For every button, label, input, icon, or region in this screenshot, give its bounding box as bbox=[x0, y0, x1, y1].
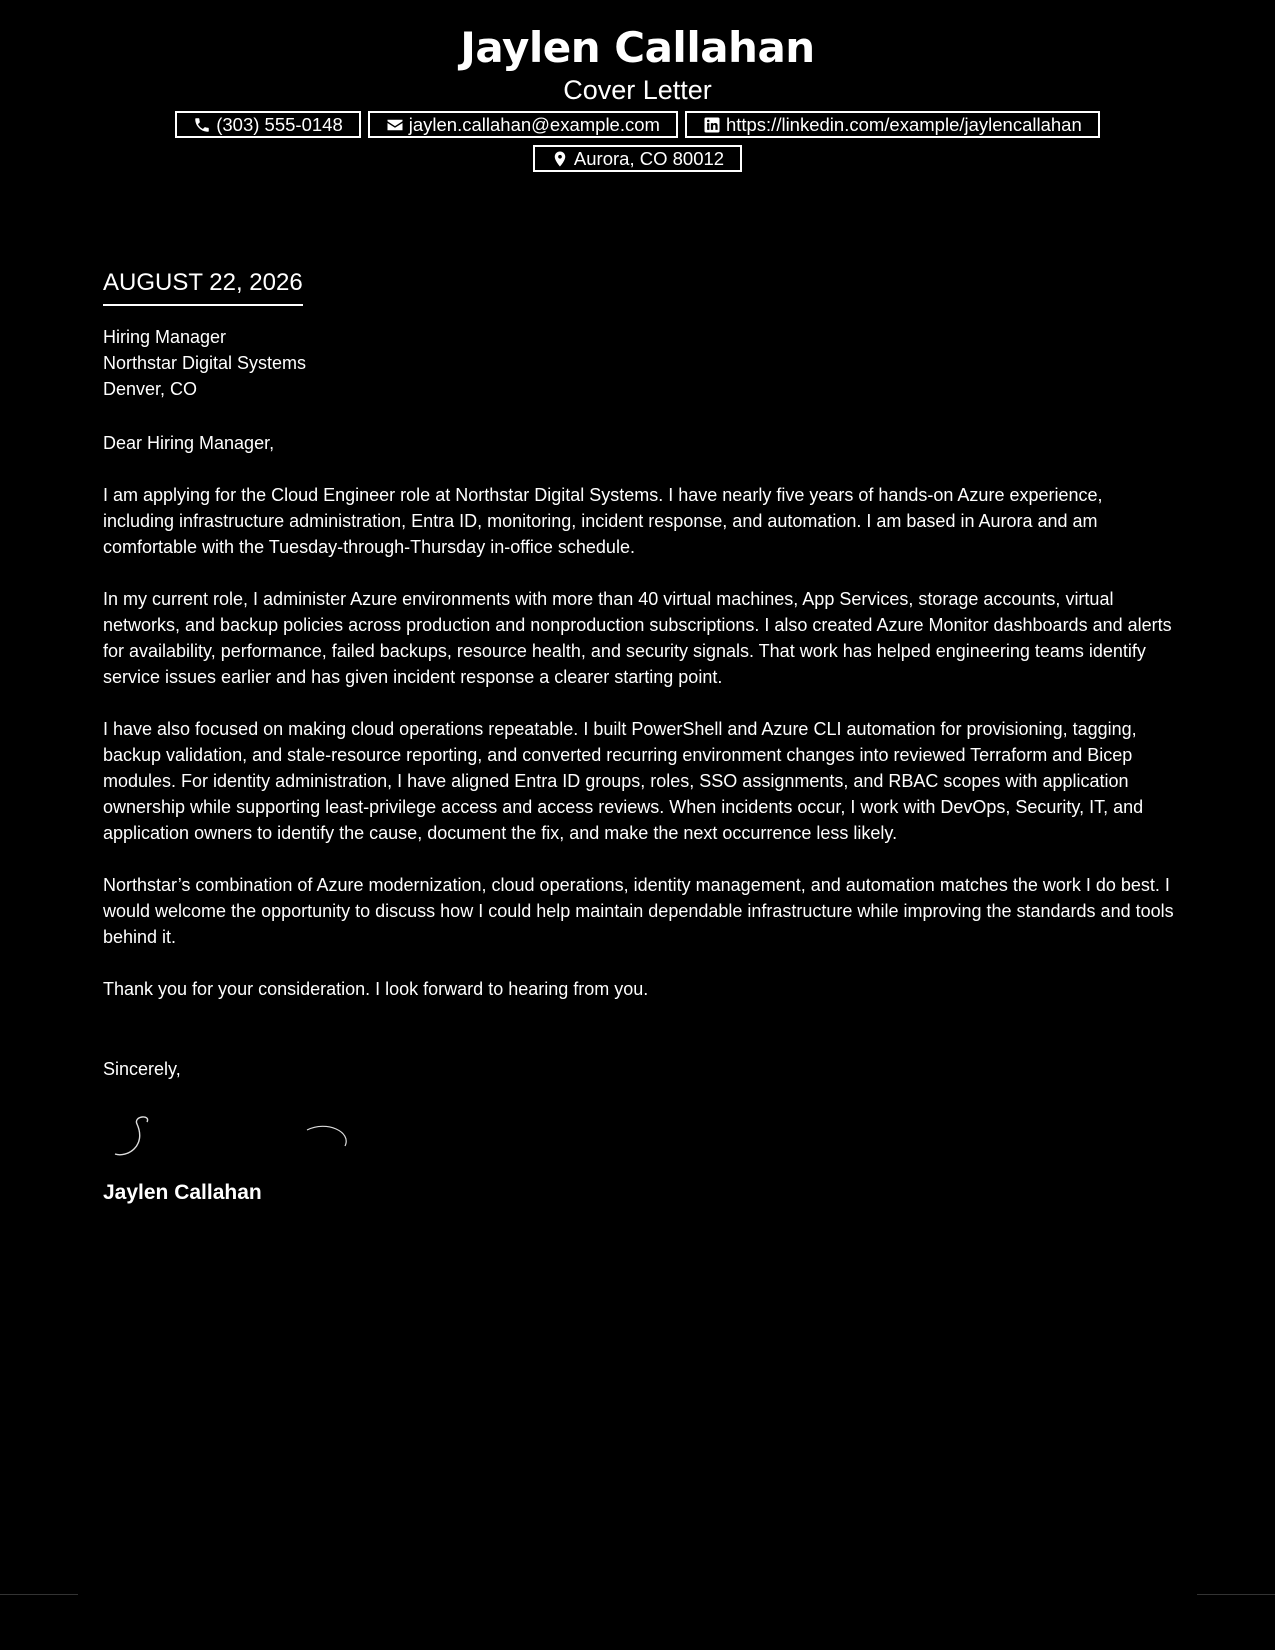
location-text: Aurora, CO 80012 bbox=[573, 147, 725, 169]
document-subtitle: Cover Letter bbox=[563, 75, 712, 105]
phone-number: (303) 555-0148 bbox=[216, 113, 343, 135]
map-pin-icon bbox=[551, 150, 569, 168]
envelope-icon bbox=[386, 116, 404, 134]
recipient-title: Hiring Manager bbox=[103, 327, 227, 347]
body-paragraph: I am applying for the Cloud Engineer role at Northstar Digital Systems. I have nearly five years of hands-on Azure experience, including infrastructure administration, Entra ID, monitoring, incident response, and automation. I am based in Aurora and am comfortable with the Tuesday-through-Thursday in-office schedule. bbox=[103, 485, 1103, 557]
phone-icon bbox=[193, 116, 211, 134]
footer-divider-left bbox=[0, 1594, 78, 1595]
letter-body bbox=[103, 262, 1178, 1206]
contact-row-location bbox=[0, 145, 1275, 172]
body-paragraph: In my current role, I administer Azure environments with more than 40 virtual machines, App Services, storage accounts, virtual networks, and backup policies across production and nonproduction subscriptions. I also created Azure Monitor dashboards and alerts for availability, performance, failed backups, resource health, and security signals. That work has helped engineering teams identify service issues earlier and has given incident response a clearer starting point. bbox=[103, 589, 1172, 687]
linkedin-url: https://linkedin.com/example/jaylencallahan bbox=[725, 113, 1082, 135]
contact-email bbox=[368, 111, 678, 138]
body-paragraph: Thank you for your consideration. I look forward to hearing from you. bbox=[103, 979, 649, 999]
contact-location bbox=[533, 145, 742, 172]
contact-phone bbox=[175, 111, 361, 138]
letter-date: AUGUST 22, 2026 bbox=[103, 262, 303, 306]
contact-row bbox=[0, 111, 1275, 138]
recipient-company: Northstar Digital Systems bbox=[103, 353, 307, 373]
signed-name: Jaylen Callahan bbox=[103, 1181, 262, 1204]
linkedin-icon bbox=[703, 116, 721, 134]
contact-linkedin bbox=[685, 111, 1100, 138]
applicant-name: Jaylen Callahan bbox=[460, 23, 815, 72]
email-address: jaylen.callahan@example.com bbox=[408, 113, 660, 135]
handwritten-signature bbox=[107, 1106, 367, 1166]
recipient-block bbox=[103, 324, 1178, 402]
body-paragraph: I have also focused on making cloud operations repeatable. I built PowerShell and Azure CLI automation for provisioning, tagging, backup validation, and stale-resource reporting, and converted recurring environment changes into reviewed Terraform and Bicep modules. For identity administration, I have aligned Entra ID groups, roles, SSO assignments, and RBAC scopes with application ownership while supporting least-privilege access and access reviews. When incidents occur, I work with DevOps, Security, IT, and application owners to identify the cause, document the fix, and make the next occurrence less likely. bbox=[103, 719, 1144, 843]
closing: Sincerely, bbox=[103, 1059, 181, 1079]
body-paragraph: Northstar’s combination of Azure modernization, cloud operations, identity management, and automation matches the work I do best. I would welcome the opportunity to discuss how I could help maintain dependable infrastructure while improving the standards and tools behind it. bbox=[103, 875, 1174, 947]
greeting: Dear Hiring Manager, bbox=[103, 433, 275, 453]
footer-divider-right bbox=[1197, 1594, 1275, 1595]
recipient-city: Denver, CO bbox=[103, 379, 198, 399]
letter-header bbox=[0, 22, 1275, 172]
